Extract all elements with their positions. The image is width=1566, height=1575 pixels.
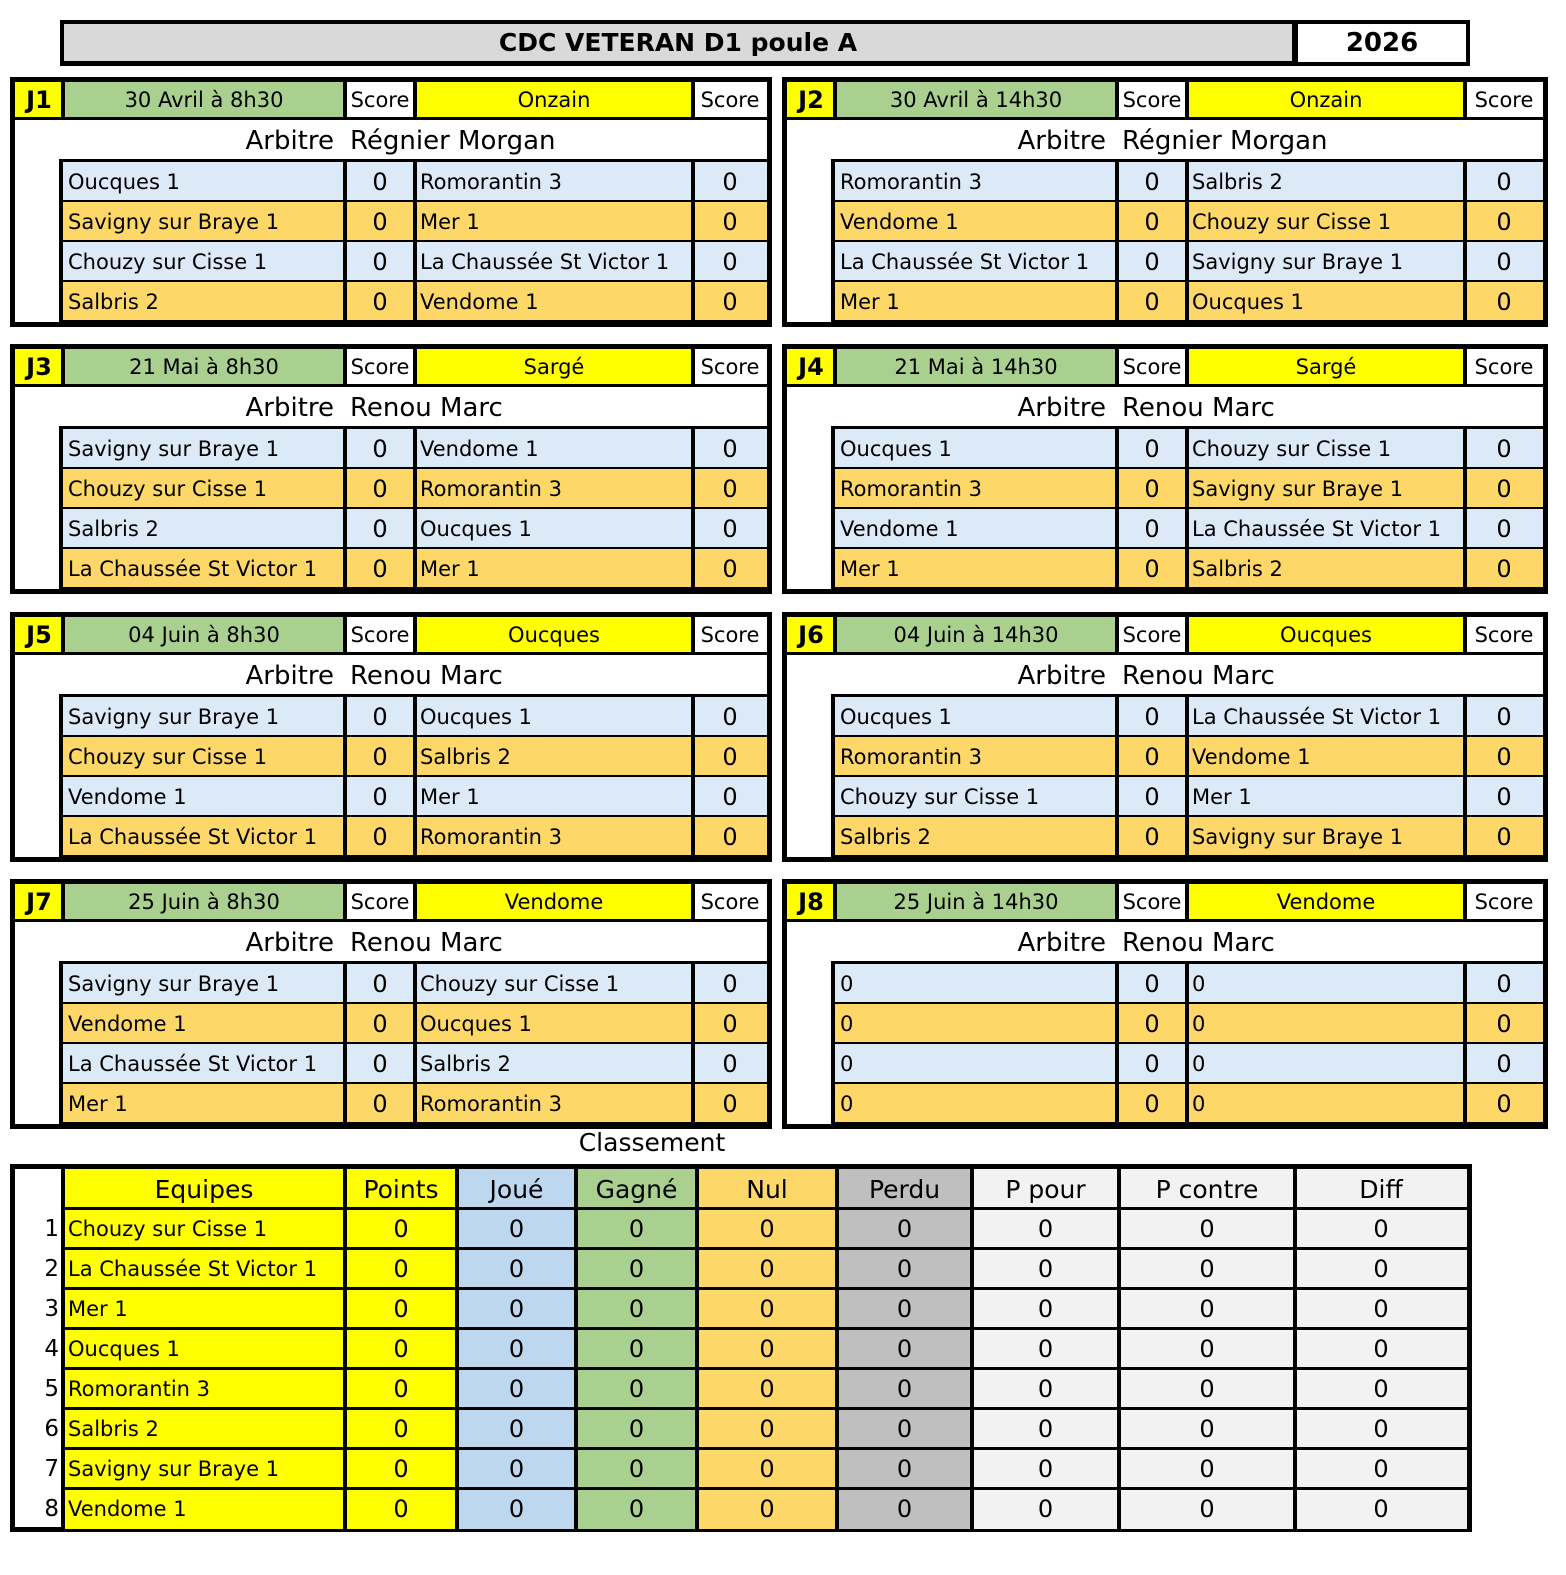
home-team: Vendome 1 (63, 777, 345, 817)
home-score: 0 (345, 202, 415, 242)
rank-stat: 0 (1295, 1369, 1467, 1409)
rank-stat: 0 (576, 1489, 697, 1529)
home-score: 0 (345, 242, 415, 282)
score-header-home: Score (1117, 617, 1187, 653)
referee-label: Arbitre (245, 661, 334, 691)
away-score: 0 (1465, 469, 1543, 509)
away-team: Mer 1 (415, 202, 693, 242)
home-score: 0 (345, 737, 415, 777)
rank-position: 7 (44, 1456, 59, 1482)
away-score: 0 (1465, 282, 1543, 322)
day-label: J6 (787, 617, 835, 653)
referee-name: Renou Marc (1122, 928, 1275, 958)
rank-stat: 0 (972, 1209, 1119, 1249)
rank-stat: 0 (697, 1329, 837, 1369)
away-team: Savigny sur Braye 1 (1187, 242, 1465, 282)
score-header-away: Score (1465, 82, 1543, 118)
rank-stat: 0 (972, 1329, 1119, 1369)
home-score: 0 (345, 697, 415, 737)
day-venue: Sargé (415, 349, 693, 385)
home-team: Salbris 2 (835, 817, 1117, 857)
away-team: Salbris 2 (1187, 162, 1465, 202)
score-header-home: Score (345, 884, 415, 920)
away-score: 0 (1465, 549, 1543, 589)
away-team: 0 (1187, 1084, 1465, 1124)
away-team: Salbris 2 (415, 737, 693, 777)
rank-team: Chouzy sur Cisse 1 (63, 1209, 345, 1249)
rank-stat: 0 (1119, 1409, 1295, 1449)
referee-label: Arbitre (1017, 661, 1106, 691)
rank-stat: 0 (576, 1209, 697, 1249)
rank-stat: 0 (1119, 1449, 1295, 1489)
rank-stat: 0 (972, 1489, 1119, 1529)
away-score: 0 (693, 509, 767, 549)
home-score: 0 (1117, 1004, 1187, 1044)
ranking-header-7: P contre (1119, 1169, 1295, 1209)
home-score: 0 (345, 549, 415, 589)
away-score: 0 (1465, 162, 1543, 202)
rank-stat: 0 (697, 1209, 837, 1249)
home-score: 0 (1117, 697, 1187, 737)
rank-stat: 0 (457, 1209, 576, 1249)
rank-stat: 0 (837, 1249, 972, 1289)
rank-stat: 0 (837, 1449, 972, 1489)
away-score: 0 (1465, 242, 1543, 282)
rank-stat: 0 (837, 1289, 972, 1329)
rank-stat: 0 (697, 1489, 837, 1529)
score-header-home: Score (1117, 82, 1187, 118)
referee-name: Renou Marc (350, 928, 503, 958)
score-header-home: Score (345, 82, 415, 118)
home-team: Vendome 1 (835, 202, 1117, 242)
home-team: Mer 1 (63, 1084, 345, 1124)
score-header-away: Score (1465, 349, 1543, 385)
home-team: Oucques 1 (63, 162, 345, 202)
home-team: Chouzy sur Cisse 1 (835, 777, 1117, 817)
day-label: J5 (15, 617, 63, 653)
home-score: 0 (345, 509, 415, 549)
ranking-header-3: Gagné (576, 1169, 697, 1209)
away-team: 0 (1187, 1044, 1465, 1084)
home-team: Vendome 1 (835, 509, 1117, 549)
ranking-header-0: Equipes (63, 1169, 345, 1209)
match-day-j1 (10, 77, 772, 327)
rank-stat: 0 (1295, 1409, 1467, 1449)
rank-stat: 0 (1295, 1449, 1467, 1489)
day-venue: Vendome (415, 884, 693, 920)
home-score: 0 (1117, 509, 1187, 549)
referee-name: Régnier Morgan (1122, 126, 1328, 156)
away-team: 0 (1187, 964, 1465, 1004)
away-score: 0 (693, 737, 767, 777)
rank-stat: 0 (837, 1329, 972, 1369)
away-score: 0 (693, 242, 767, 282)
match-day-j3 (10, 344, 772, 594)
ranking-table (10, 1164, 1472, 1532)
rank-stat: 0 (1295, 1249, 1467, 1289)
home-score: 0 (1117, 162, 1187, 202)
score-header-away: Score (693, 349, 767, 385)
rank-position: 8 (44, 1496, 59, 1522)
home-score: 0 (345, 817, 415, 857)
rank-stat: 0 (1295, 1489, 1467, 1529)
day-date: 30 Avril à 14h30 (835, 82, 1117, 118)
home-score: 0 (345, 1084, 415, 1124)
page-title: CDC VETERAN D1 poule A (498, 28, 858, 57)
away-team: Mer 1 (1187, 777, 1465, 817)
away-score: 0 (1465, 509, 1543, 549)
home-score: 0 (1117, 202, 1187, 242)
referee-name: Régnier Morgan (350, 126, 556, 156)
rank-stat: 0 (697, 1289, 837, 1329)
rank-stat: 0 (576, 1329, 697, 1369)
home-team: Salbris 2 (63, 282, 345, 322)
rank-team: Oucques 1 (63, 1329, 345, 1369)
rank-team: Mer 1 (63, 1289, 345, 1329)
score-header-away: Score (1465, 884, 1543, 920)
away-score: 0 (693, 817, 767, 857)
rank-team: Romorantin 3 (63, 1369, 345, 1409)
day-date: 25 Juin à 8h30 (63, 884, 345, 920)
score-header-away: Score (1465, 617, 1543, 653)
home-score: 0 (345, 964, 415, 1004)
away-team: Romorantin 3 (415, 1084, 693, 1124)
home-team: Chouzy sur Cisse 1 (63, 242, 345, 282)
away-score: 0 (693, 697, 767, 737)
away-score: 0 (693, 162, 767, 202)
day-label: J7 (15, 884, 63, 920)
away-score: 0 (1465, 1004, 1543, 1044)
away-team: 0 (1187, 1004, 1465, 1044)
ranking-header-4: Nul (697, 1169, 837, 1209)
score-header-home: Score (1117, 884, 1187, 920)
away-score: 0 (1465, 202, 1543, 242)
home-team: 0 (835, 1084, 1117, 1124)
match-day-j7 (10, 879, 772, 1129)
day-venue: Oucques (415, 617, 693, 653)
away-score: 0 (693, 1044, 767, 1084)
rank-stat: 0 (1119, 1329, 1295, 1369)
rank-stat: 0 (1119, 1289, 1295, 1329)
home-score: 0 (345, 777, 415, 817)
rank-stat: 0 (576, 1289, 697, 1329)
away-team: Oucques 1 (1187, 282, 1465, 322)
score-header-away: Score (693, 884, 767, 920)
ranking-header-6: P pour (972, 1169, 1119, 1209)
away-score: 0 (693, 549, 767, 589)
rank-stat: 0 (457, 1289, 576, 1329)
away-team: Savigny sur Braye 1 (1187, 469, 1465, 509)
day-date: 30 Avril à 8h30 (63, 82, 345, 118)
rank-position: 4 (44, 1336, 59, 1362)
away-score: 0 (693, 429, 767, 469)
rank-stat: 0 (457, 1449, 576, 1489)
home-score: 0 (1117, 777, 1187, 817)
away-team: Oucques 1 (415, 1004, 693, 1044)
score-header-away: Score (693, 82, 767, 118)
home-score: 0 (1117, 964, 1187, 1004)
day-label: J8 (787, 884, 835, 920)
rank-stat: 0 (345, 1329, 457, 1369)
referee-label: Arbitre (1017, 928, 1106, 958)
rank-position: 5 (44, 1376, 59, 1402)
score-header-home: Score (1117, 349, 1187, 385)
away-score: 0 (1465, 737, 1543, 777)
rank-stat: 0 (576, 1449, 697, 1489)
home-team: Mer 1 (835, 549, 1117, 589)
away-team: La Chaussée St Victor 1 (1187, 697, 1465, 737)
rank-stat: 0 (345, 1409, 457, 1449)
away-team: Chouzy sur Cisse 1 (1187, 429, 1465, 469)
rank-stat: 0 (457, 1489, 576, 1529)
referee-name: Renou Marc (350, 661, 503, 691)
score-header-home: Score (345, 617, 415, 653)
away-team: Romorantin 3 (415, 162, 693, 202)
home-team: Oucques 1 (835, 429, 1117, 469)
year: 2026 (1345, 28, 1419, 58)
home-team: Vendome 1 (63, 1004, 345, 1044)
rank-stat: 0 (345, 1249, 457, 1289)
away-team: La Chaussée St Victor 1 (415, 242, 693, 282)
rank-team: Savigny sur Braye 1 (63, 1449, 345, 1489)
rank-stat: 0 (1119, 1249, 1295, 1289)
rank-stat: 0 (1295, 1209, 1467, 1249)
rank-stat: 0 (345, 1449, 457, 1489)
referee-name: Renou Marc (350, 393, 503, 423)
home-team: La Chaussée St Victor 1 (835, 242, 1117, 282)
rank-stat: 0 (837, 1409, 972, 1449)
rank-stat: 0 (1295, 1289, 1467, 1329)
day-venue: Onzain (1187, 82, 1465, 118)
day-venue: Vendome (1187, 884, 1465, 920)
away-score: 0 (693, 964, 767, 1004)
rank-stat: 0 (345, 1369, 457, 1409)
away-score: 0 (693, 282, 767, 322)
rank-stat: 0 (972, 1249, 1119, 1289)
rank-stat: 0 (697, 1409, 837, 1449)
referee-label: Arbitre (1017, 393, 1106, 423)
rank-stat: 0 (697, 1449, 837, 1489)
rank-stat: 0 (972, 1409, 1119, 1449)
home-team: Savigny sur Braye 1 (63, 697, 345, 737)
home-score: 0 (345, 1004, 415, 1044)
home-team: 0 (835, 1004, 1117, 1044)
day-venue: Sargé (1187, 349, 1465, 385)
home-team: Chouzy sur Cisse 1 (63, 469, 345, 509)
day-date: 25 Juin à 14h30 (835, 884, 1117, 920)
rank-stat: 0 (576, 1249, 697, 1289)
referee-label: Arbitre (1017, 126, 1106, 156)
rank-stat: 0 (345, 1209, 457, 1249)
home-team: La Chaussée St Victor 1 (63, 817, 345, 857)
away-score: 0 (693, 1004, 767, 1044)
day-venue: Oucques (1187, 617, 1465, 653)
day-label: J2 (787, 82, 835, 118)
rank-stat: 0 (1295, 1329, 1467, 1369)
referee-label: Arbitre (245, 393, 334, 423)
home-score: 0 (1117, 549, 1187, 589)
home-score: 0 (1117, 282, 1187, 322)
home-team: Savigny sur Braye 1 (63, 202, 345, 242)
rank-stat: 0 (457, 1409, 576, 1449)
home-team: Savigny sur Braye 1 (63, 429, 345, 469)
match-day-j8 (782, 879, 1548, 1129)
rank-stat: 0 (837, 1369, 972, 1409)
home-score: 0 (1117, 469, 1187, 509)
ranking-header-5: Perdu (837, 1169, 972, 1209)
home-team: Salbris 2 (63, 509, 345, 549)
away-team: Mer 1 (415, 777, 693, 817)
home-team: Savigny sur Braye 1 (63, 964, 345, 1004)
ranking-header-2: Joué (457, 1169, 576, 1209)
home-team: 0 (835, 1044, 1117, 1084)
match-day-j4 (782, 344, 1548, 594)
referee-label: Arbitre (245, 928, 334, 958)
away-score: 0 (1465, 1044, 1543, 1084)
day-label: J3 (15, 349, 63, 385)
home-score: 0 (1117, 429, 1187, 469)
day-date: 21 Mai à 14h30 (835, 349, 1117, 385)
home-score: 0 (1117, 817, 1187, 857)
rank-stat: 0 (972, 1449, 1119, 1489)
rank-stat: 0 (1119, 1369, 1295, 1409)
away-score: 0 (1465, 817, 1543, 857)
day-venue: Onzain (415, 82, 693, 118)
ranking-title: Classement (578, 1128, 726, 1157)
home-score: 0 (345, 429, 415, 469)
home-team: Romorantin 3 (835, 162, 1117, 202)
home-score: 0 (1117, 1044, 1187, 1084)
away-team: Chouzy sur Cisse 1 (1187, 202, 1465, 242)
home-score: 0 (1117, 737, 1187, 777)
rank-stat: 0 (1119, 1209, 1295, 1249)
away-score: 0 (693, 469, 767, 509)
referee-name: Renou Marc (1122, 661, 1275, 691)
rank-team: La Chaussée St Victor 1 (63, 1249, 345, 1289)
away-team: Vendome 1 (415, 282, 693, 322)
home-team: La Chaussée St Victor 1 (63, 549, 345, 589)
ranking-header-8: Diff (1295, 1169, 1467, 1209)
away-score: 0 (693, 1084, 767, 1124)
away-team: Romorantin 3 (415, 469, 693, 509)
away-team: La Chaussée St Victor 1 (1187, 509, 1465, 549)
referee-name: Renou Marc (1122, 393, 1275, 423)
match-day-j2 (782, 77, 1548, 327)
away-score: 0 (1465, 697, 1543, 737)
match-day-j6 (782, 612, 1548, 862)
day-label: J1 (15, 82, 63, 118)
home-team: Oucques 1 (835, 697, 1117, 737)
home-score: 0 (345, 162, 415, 202)
away-score: 0 (1465, 777, 1543, 817)
rank-stat: 0 (972, 1369, 1119, 1409)
home-team: Romorantin 3 (835, 737, 1117, 777)
away-team: Oucques 1 (415, 509, 693, 549)
rank-stat: 0 (345, 1289, 457, 1329)
away-team: Romorantin 3 (415, 817, 693, 857)
away-score: 0 (693, 202, 767, 242)
away-team: Oucques 1 (415, 697, 693, 737)
referee-label: Arbitre (245, 126, 334, 156)
rank-position: 3 (44, 1296, 59, 1322)
away-team: Vendome 1 (415, 429, 693, 469)
home-team: 0 (835, 964, 1117, 1004)
rank-stat: 0 (972, 1289, 1119, 1329)
score-header-home: Score (345, 349, 415, 385)
match-day-j5 (10, 612, 772, 862)
ranking-header-1: Points (345, 1169, 457, 1209)
away-score: 0 (1465, 964, 1543, 1004)
home-team: Chouzy sur Cisse 1 (63, 737, 345, 777)
year-box (1294, 20, 1470, 66)
rank-team: Salbris 2 (63, 1409, 345, 1449)
home-score: 0 (345, 1044, 415, 1084)
day-date: 21 Mai à 8h30 (63, 349, 345, 385)
home-score: 0 (345, 469, 415, 509)
rank-stat: 0 (837, 1209, 972, 1249)
rank-stat: 0 (697, 1369, 837, 1409)
away-team: Chouzy sur Cisse 1 (415, 964, 693, 1004)
day-label: J4 (787, 349, 835, 385)
away-team: Vendome 1 (1187, 737, 1465, 777)
home-score: 0 (1117, 1084, 1187, 1124)
rank-stat: 0 (457, 1249, 576, 1289)
rank-stat: 0 (345, 1489, 457, 1529)
rank-position: 6 (44, 1416, 59, 1442)
rank-stat: 0 (457, 1369, 576, 1409)
score-header-away: Score (693, 617, 767, 653)
rank-stat: 0 (576, 1369, 697, 1409)
home-score: 0 (1117, 242, 1187, 282)
home-team: La Chaussée St Victor 1 (63, 1044, 345, 1084)
rank-stat: 0 (576, 1409, 697, 1449)
rank-stat: 0 (1119, 1489, 1295, 1529)
title-bar (60, 20, 1296, 66)
rank-stat: 0 (837, 1489, 972, 1529)
home-team: Romorantin 3 (835, 469, 1117, 509)
rank-position: 1 (44, 1216, 59, 1242)
away-score: 0 (1465, 1084, 1543, 1124)
away-score: 0 (693, 777, 767, 817)
away-team: Salbris 2 (415, 1044, 693, 1084)
rank-position: 2 (44, 1256, 59, 1282)
away-team: Mer 1 (415, 549, 693, 589)
away-score: 0 (1465, 429, 1543, 469)
away-team: Salbris 2 (1187, 549, 1465, 589)
day-date: 04 Juin à 8h30 (63, 617, 345, 653)
home-score: 0 (345, 282, 415, 322)
rank-team: Vendome 1 (63, 1489, 345, 1529)
away-team: Savigny sur Braye 1 (1187, 817, 1465, 857)
rank-stat: 0 (457, 1329, 576, 1369)
home-team: Mer 1 (835, 282, 1117, 322)
rank-stat: 0 (697, 1249, 837, 1289)
day-date: 04 Juin à 14h30 (835, 617, 1117, 653)
